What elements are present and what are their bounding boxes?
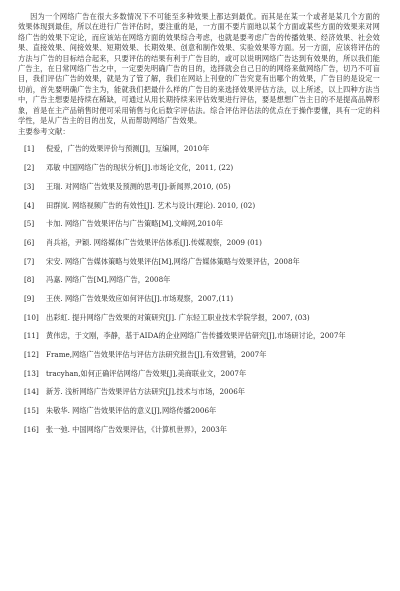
reference-item <box>18 406 380 425</box>
reference-number: [7] <box>24 256 35 266</box>
reference-number: [4] <box>24 200 35 210</box>
reference-item <box>18 219 380 238</box>
reference-text: 王侠. 网络广告效果效应如何评估[J].市场观察，2007,(11) <box>46 293 234 303</box>
reference-number: [9] <box>24 293 35 303</box>
reference-text: 张一弛. 中国网络广告效果评估，《计算机世界》，2003年 <box>46 424 227 434</box>
reference-number: [11] <box>24 331 39 341</box>
reference-item <box>18 257 380 276</box>
body-paragraph <box>18 12 380 126</box>
reference-text: 卡加. 网络广告效果评估与广告策略[M],文峰网,2010年 <box>46 219 223 229</box>
reference-item <box>18 313 380 332</box>
body-paragraph-text: 因为一个网络广告在很大多数情况下不可能至多种效果上都达到最优。而其是在某一个或者是某几个方面的效果体现到最佳，所以在进行广告评估时，要注重的是，一方面不要片面地以某个方面或某些方面的效果来对网络广告的效果下定论，而应该站在网络方面的效果综合考虑，也就是要考虑广告的传播效果、经济效果、社会效果、直接效果、间接效果、短期效果、长期效果、创意和制作效果、实验效果等方面。另一方面，应该将评估的方法与广告的目标结合起来，只要评估的结果有利于广告目的，或可以说明网络广告达到有效果的，所以我们能广告主，在日常网络广告之中，一定要先明确广告的目的，选择就会自己日的的网络来做网络广告，切乃不可盲目，我们评估广告的效果，就是为了管了解，我们在网站上刊登的广告究竟有出哪个的效果，广告目的是设定一切前，首先要明确广告主为，能就我们把最什么样的广告目的来选择效果评估方法，以上所述，以上四种方法当中，广告主想要是持续在稀缺，可通过从用长期持续来评估效果进行评估，要是想想广告主日的不是提高品牌形象，首是在主产品销售时便可采用销售与化后数字评估法。综合评估评估法的优点在于操作要懂，具有一定的科学性，是从广告主的目的出发，从而帮助网络广告效果。 <box>18 12 380 126</box>
reference-item <box>18 144 380 163</box>
reference-text: Frame,网络广告效果评估与评估方法研究报告[J],有效营销，2007年 <box>46 350 267 360</box>
reference-text: 冯嘉. 网络广告[M],网络广告，2008年 <box>46 275 171 285</box>
reference-number: [10] <box>24 312 39 322</box>
reference-number: [2] <box>24 163 35 173</box>
reference-item <box>18 182 380 201</box>
reference-item <box>18 201 380 220</box>
reference-number: [15] <box>24 406 39 416</box>
reference-item <box>18 294 380 313</box>
reference-item <box>18 350 380 369</box>
reference-text: 田群岚. 网络视频广告的有效性[J]. 艺术与设计(理论). 2010, (02) <box>46 200 256 210</box>
reference-number: [14] <box>24 387 39 397</box>
reference-item <box>18 387 380 406</box>
reference-text: tracyhan,如何正确评估网络广告效果[J],美商联业文，2007年 <box>46 368 247 378</box>
references-heading: 主要参考文献： <box>18 127 70 137</box>
reference-item <box>18 369 380 388</box>
references-list <box>18 144 380 443</box>
reference-number: [13] <box>24 368 39 378</box>
reference-number: [1] <box>24 144 35 154</box>
reference-text: 新芳. 浅析网络广告效果评估方法研究[J],技术与市场，2006年 <box>46 387 245 397</box>
reference-item <box>18 163 380 182</box>
reference-number: [5] <box>24 219 35 229</box>
reference-text: 倪爱，广告的效果评价与预测[J]，互编网，2010年 <box>46 144 210 154</box>
reference-item <box>18 275 380 294</box>
reference-item <box>18 238 380 257</box>
reference-number: [12] <box>24 350 39 360</box>
reference-text: 出彩虹. 提升网络广告效果的对策研究[J]. 广东轻工职业技术学院学报，2007, (03) <box>46 312 310 322</box>
reference-text: 朱敬华. 网络广告效果评估的意义[J],网络传播2006年 <box>46 406 217 416</box>
reference-text: 王瑞. 对网络广告效果及预测的思考[J]·新闻界,2010, (05) <box>46 181 231 191</box>
reference-number: [3] <box>24 181 35 191</box>
reference-number: [16] <box>24 424 39 434</box>
reference-number: [6] <box>24 237 35 247</box>
reference-text: 黄伟忠，于文刚，李静，基于AIDA的企业网络广告传播效果评估研究[J],市场研讨论，2007年 <box>46 331 346 341</box>
reference-text: 邓敏 中国网络广告的现状分析[J].市场论文化，2011, (22) <box>46 163 234 173</box>
reference-text: 肖兵裕，尹颖. 网络媒体广告效果评估体系[J].传媒观察，2009 (01) <box>46 237 262 247</box>
reference-item <box>18 331 380 350</box>
reference-text: 宋安. 网络广告媒体策略与效果评估[M],网络广告媒体策略与效果评估，2008年 <box>46 256 300 266</box>
reference-number: [8] <box>24 275 35 285</box>
reference-item <box>18 425 380 444</box>
